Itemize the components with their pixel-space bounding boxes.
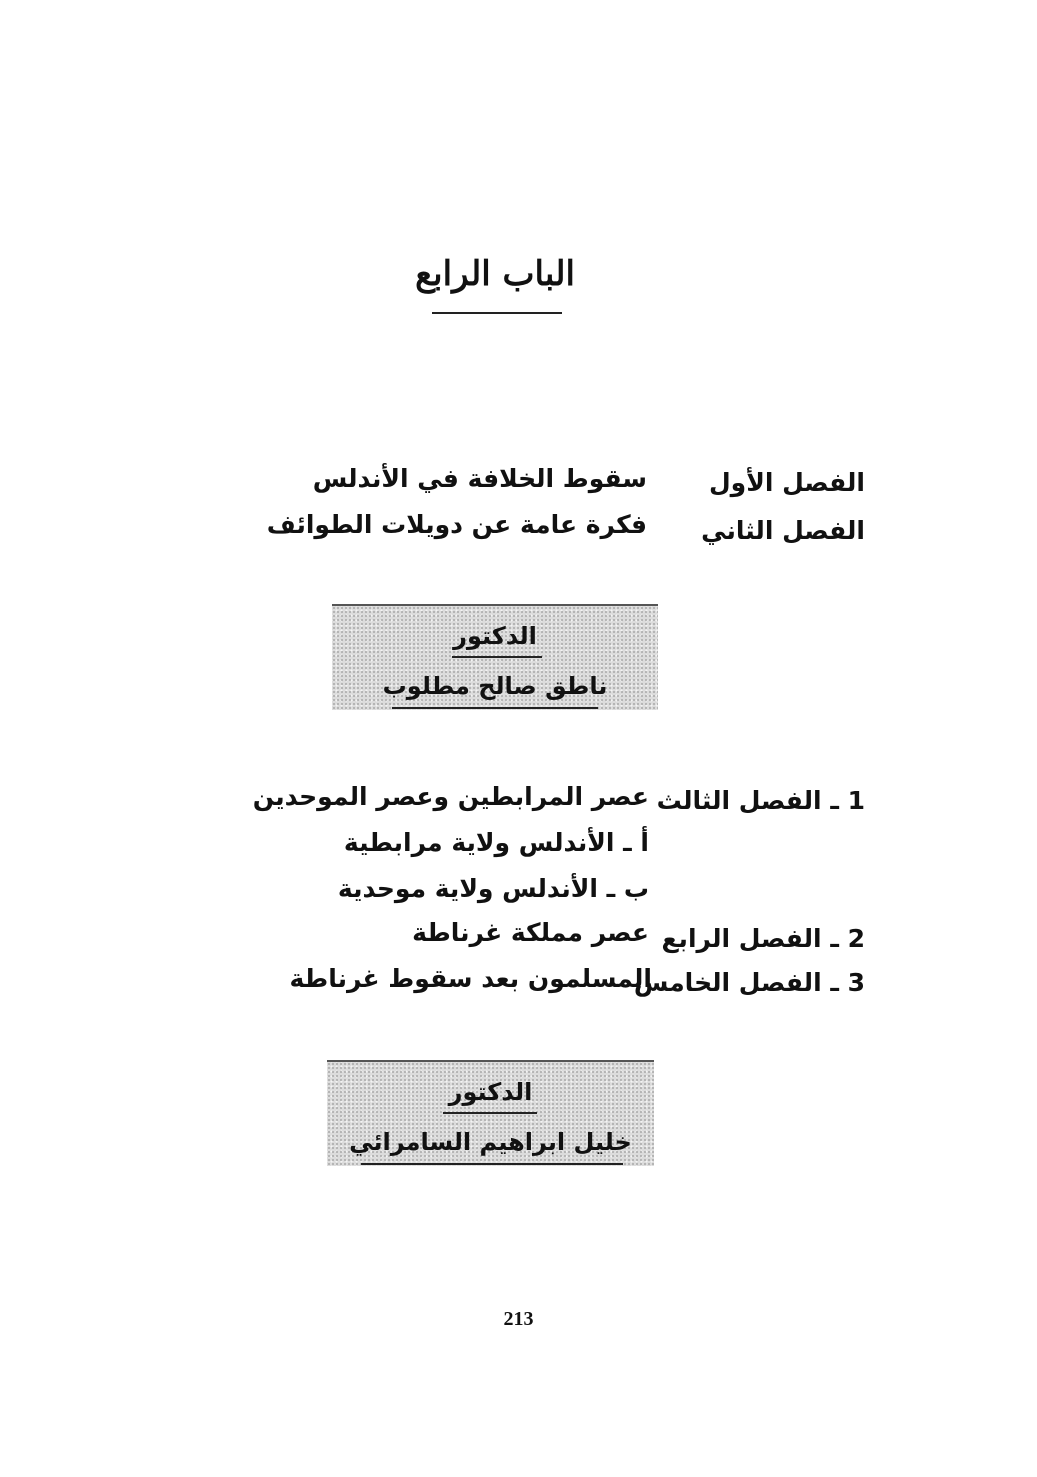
chapter-3-subsection-a: أ ـ الأندلس ولاية مرابطية <box>343 828 649 857</box>
author-1-name-underline <box>392 707 598 709</box>
chapter-5-label: 3 ـ الفصل الخامس <box>633 968 865 997</box>
title-underline <box>432 312 562 314</box>
chapter-4-label: 2 ـ الفصل الرابع <box>661 924 865 953</box>
chapter-5-title: المسلمون بعد سقوط غرناطة <box>289 964 652 993</box>
chapter-1-label: الفصل الأول <box>708 468 865 497</box>
author-2-honorific-underline <box>443 1112 537 1114</box>
chapter-3-subsection-b: ب ـ الأندلس ولاية موحدية <box>337 874 649 903</box>
chapter-2-title: فكرة عامة عن دويلات الطوائف <box>266 510 647 539</box>
author-box-1 <box>332 604 658 710</box>
author-2-name-underline <box>361 1163 623 1165</box>
author-1-honorific-underline <box>452 656 542 658</box>
author-2-honorific: الدكتور <box>448 1078 533 1106</box>
author-1-honorific: الدكتور <box>453 622 537 650</box>
chapter-2-label: الفصل الثاني <box>701 516 865 545</box>
chapter-3-title: عصر المرابطين وعصر الموحدين <box>252 782 649 811</box>
author-1-name: ناطق صالح مطلوب <box>382 672 608 700</box>
chapter-4-title: عصر مملكة غرناطة <box>412 918 649 947</box>
part-title: الباب الرابع <box>415 254 575 294</box>
chapter-3-label: 1 ـ الفصل الثالث <box>656 786 865 815</box>
author-box-2 <box>327 1060 654 1166</box>
page-number: 213 <box>503 1308 534 1330</box>
chapter-1-title: سقوط الخلافة في الأندلس <box>312 464 647 493</box>
author-2-name: خليل ابراهيم السامرائي <box>349 1128 632 1156</box>
